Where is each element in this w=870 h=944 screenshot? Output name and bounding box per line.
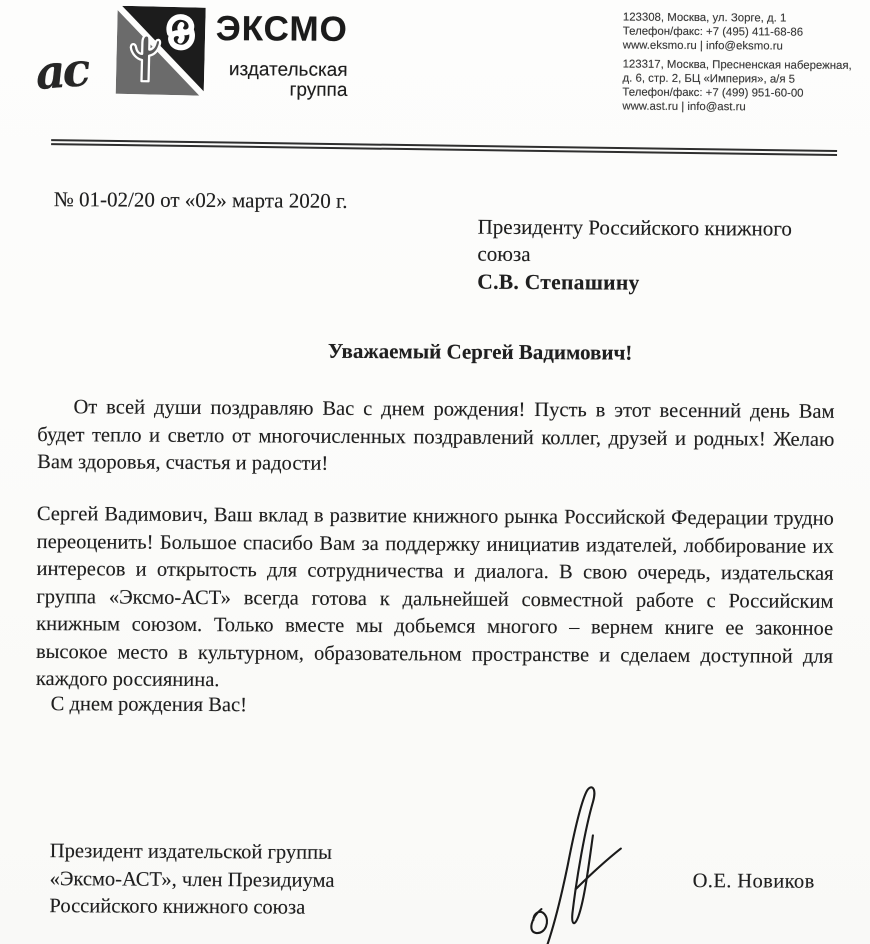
header-divider: [51, 139, 837, 156]
ast-address-line2: д. 6, стр. 2, БЦ «Империя», а/я 5: [622, 72, 796, 86]
brand-name: ЭКСМО: [215, 9, 348, 49]
brand-subtitle-line1: издательская: [228, 59, 348, 81]
ast-address-line1: 123317, Москва, Пресненская набережная,: [622, 58, 852, 73]
logo-mark-graphic: [116, 6, 206, 96]
letterhead-contacts: [622, 12, 853, 122]
brand-subtitle-line2: группа: [289, 79, 348, 101]
signer-title-line2: «Эксмо-АСТ», член Президиума: [49, 867, 335, 892]
eksmo-contact-block: [623, 12, 853, 55]
salutation: Уважаемый Сергей Вадимович!: [327, 338, 633, 365]
eksmo-ast-logo-mark: [116, 6, 206, 96]
addressee-block: [477, 214, 819, 298]
ast-phone: Телефон/факс: +7 (499) 951-60-00: [622, 86, 804, 100]
letter-body: [36, 394, 835, 723]
ast-script-logo: ас: [33, 42, 90, 101]
closing-line: С днем рождения Вас!: [50, 693, 248, 717]
signer-name: О.Е. Новиков: [692, 870, 815, 893]
signer-title-line3: Российского книжного союза: [49, 895, 306, 919]
signature-scribble: [517, 781, 638, 944]
brand-subtitle: [213, 60, 347, 101]
eksmo-phone: Телефон/факс: +7 (495) 411-68-86: [622, 25, 804, 39]
paragraph-2: Сергей Вадимович, Ваш вклад в развитие книжного рынка Российской Федерации трудно переоценить! Большое спасибо Вам за поддержку инициатив издателей, лоббирование их интересов и открытость для сотрудничества и диалога. В свою очередь, издательская группа «Эксмо-АСТ» всегда готова к дальнейшей совместной работе с Российским книжным союзом. Только вместе мы добьемся многого – вернем книге ее законное высокое место в культурном, образовательном пространстве и сделаем доступной для каждого россиянина.: [35, 502, 834, 692]
signer-title-line1: Президент издательской группы: [49, 840, 332, 864]
ast-contact-block: [622, 59, 852, 116]
signer-title-block: [49, 838, 334, 922]
eksmo-web-email: www.eksmo.ru | info@eksmo.ru: [622, 39, 783, 53]
paragraph-1: От всей души поздравляю Вас с днем рождения! Пусть в этот весенний день Вам будет тепло и светло от многочисленных поздравлений коллег, друзей и родных! Желаю Вам здоровья, счастья и радости!: [37, 396, 835, 475]
eksmo-address: 123308, Москва, ул. Зорге, д. 1: [622, 11, 787, 25]
ast-web-email: www.ast.ru | info@ast.ru: [622, 100, 746, 114]
addressee-name: С.В. Степашину: [477, 269, 640, 295]
reference-number: № 01-02/20 от «02» марта 2020 г.: [53, 187, 348, 213]
addressee-title: Президенту Российского книжного союза: [477, 214, 792, 266]
